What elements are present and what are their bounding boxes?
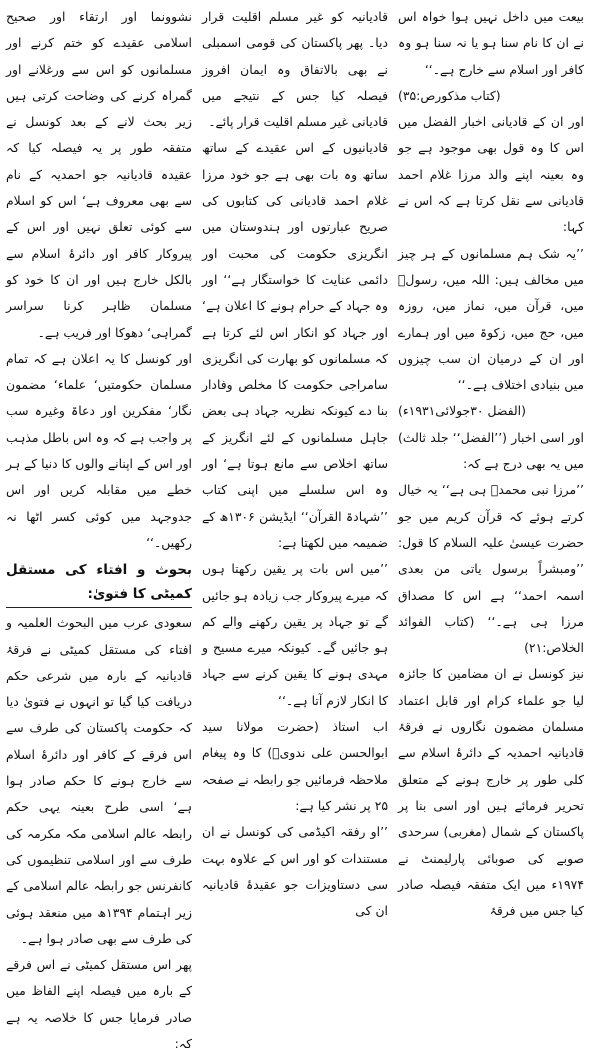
paragraph: اور کونسل کا یہ اعلان ہے کہ تمام مسلمان حکومتیں‘ علماء‘ مضمون نگار‘ مفکرین اور دعاۃ وغیرہ سب پر واجب ہے کہ وہ اس باطل مذہب اور اس کے اپنانے والوں کا دنیا کے ہر خطے میں مقابلہ کریں اور اس جدوجہد میں کوئی کسر اٹھا نہ رکھیں۔‘‘ bbox=[6, 350, 192, 550]
quote-paragraph: ’’او رفقہ اکیڈمی کی کونسل نے ان مستندات کو اور اس کے علاوہ بہت سی دستاویزات جو عقیدۂ قادیانیہ ان کی bbox=[202, 824, 388, 919]
citation: (الفضل ۳۰جولائی۱۹۳۱ء) bbox=[398, 403, 526, 419]
paragraph: قادیانیوں کے اس عقیدے کے ساتھ ساتھ وہ بات بھی ہے جو خود مرزا غلام احمد قادیانی کی کتابوں کی صریح عبارتوں اور ہندوستان میں انگریزی حکومت کی محبت اور دائمی عنایت کا خواستگار ہے‘‘ اور وہ جہاد کے حرام ہونے کا اعلان ہے‘ اور جہاد کو انکار اس لئے کرتا ہے کہ مسلمانوں کو بھارت کی انگریزی سامراجی حکومت کا مخلص وفادار بنا دے کیونکہ نظریہ جہاد ہی بعض جاہل مسلمانوں کے لئے انگریز کے ساتھ اخلاص سے مانع ہوتا ہے‘ اور وہ اس سلسلے میں اپنی کتاب ’’شہادۃ القرآن‘‘ ایڈیشن ۱۳۰۶ھ کے ضمیمہ میں لکھتا ہے: bbox=[202, 140, 388, 550]
paragraph: قادیانیہ کو غیر مسلم اقلیت قرار دیا۔ پھر پاکستان کی قومی اسمبلی نے بھی بالاتفاق وہ ایمان افروز فیصلہ کیا جس کے نتیجے میں قادیانی غیر مسلم اقلیت قرار پائے۔ bbox=[202, 9, 388, 130]
paragraph: اور ان کے قادیانی اخبار الفضل میں اس کا وہ قول بھی موجود ہے جو وہ بعینہ اپنے والد مرزا غلام احمد قادیانی سے نقل کرتا ہے کہ اس نے کہا: bbox=[398, 114, 584, 235]
paragraph: اور اسی اخبار (’’الفضل‘‘ جلد ثالث) میں یہ بھی درج ہے کہ: bbox=[398, 429, 584, 472]
text-column-right bbox=[398, 4, 584, 919]
paragraph: سعودی عرب میں البحوث العلمیہ و افتاء کی مستقل کمیٹی نے فرقۂ قادیانیہ کے بارہ میں شرعی حکم دریافت کیا گیا تو انہوں نے فتویٰ دیا کہ حکومت پاکستان کی طرف سے اس فرقے کے کافر اور دائرۂ اسلام سے خارج ہونے کا حکم صادر ہوا ہے‘ اسی طرح بعینہ یہی حکم رابطہ عالم اسلامی مکہ مکرمہ کی طرف سے اور اسلامی تنظیموں کی کانفرنس جو رابطہ عالم اسلامی کے زیر اہتمام ۱۳۹۴ھ میں منعقد ہوئی کی طرف سے بھی صادر ہوا ہے۔ bbox=[6, 615, 193, 946]
quote-paragraph: ’’مرزا نبی محمدؐ ہی ہے‘‘ یہ خیال کرتے ہوئے کہ قرآن کریم میں جو حضرت عیسیٰ علیہ السلام کا قول: ’’ومبشراً برسول یاتی من بعدی اسمہ احمد‘‘ ہے اس کا مصداق مرزا ہی ہے۔‘‘ (کتاب الفوائد الخلاص:۲۱) bbox=[398, 482, 584, 656]
section-heading: بحوث و افتاء کی مستقل کمیٹی کا فتویٰ: bbox=[6, 558, 192, 608]
paragraph: نیز کونسل نے ان مضامین کا جائزہ لیا جو علماء کرام اور قابل اعتماد مسلمان مضمون نگاروں نے فرقۂ قادیانیہ احمدیہ کے دائرۂ اسلام سے کلی طور پر خارج ہونے کے متعلق تحریر فرمائے ہیں اور اسی بنا پر پاکستان کے شمال (مغربی) سرحدی صوبے کی صوبائی پارلیمنٹ نے ۱۹۷۴ء میں ایک متفقہ فیصلہ صادر کیا جس میں فرقۂ bbox=[398, 666, 584, 919]
text-column-middle bbox=[202, 4, 388, 919]
paragraph: پھر اس مستقل کمیٹی نے اس فرقے کے بارہ میں فیصلہ اپنے الفاظ میں صادر فرمایا جس کا خلاصہ یہ ہے کہ: bbox=[6, 957, 192, 1051]
paragraph: اب استاذ (حضرت مولانا سید ابوالحسن علی ندویؒ) کا وہ پیغام ملاحظہ فرمائیں جو رابطہ نے صفحہ ۲۵ پر نشر کیا ہے: bbox=[202, 719, 388, 813]
citation: (کتاب مذکورص:۳۵) bbox=[398, 87, 501, 103]
quote-paragraph: ’’میں اس بات پر یقین رکھتا ہوں کہ میرے پیروکار جب زیادہ ہو جائیں گے تو جہاد پر یقین رکھنے والے کم ہو جائیں گے۔ کیونکہ میرے مسیح و مہدی ہونے کا یقین کرنے سے جہاد کا انکار لازم آتا ہے۔‘‘ bbox=[202, 561, 388, 708]
quote-paragraph: ’’یہ شک ہم مسلمانوں کے ہر چیز میں مخالف ہیں: اللہ میں، رسولؐ میں، قرآن میں، نماز میں، روزہ میں، حج میں، زکوۃ میں اور ہمارے اور ان کے درمیان ان سب چیزوں میں بنیادی اختلاف ہے۔‘‘ bbox=[398, 245, 584, 393]
paragraph: بیعت میں داخل نہیں ہوا خواہ اس نے ان کا نام سنا ہو یا نہ سنا ہو وہ کافر اور اسلام سے خارج ہے۔‘‘ bbox=[398, 9, 584, 77]
text-column-left bbox=[6, 4, 193, 1051]
paragraph: نشوونما اور ارتقاء اور صحیح اسلامی عقیدے کو ختم کرنے اور مسلمانوں کو اس سے ورغلانے اور گمراہ کرنے کی وضاحت کرتی ہیں زیر بحث لانے کے بعد کونسل نے متفقہ طور پر یہ فیصلہ کیا کہ عقیدہ قادیانیہ جو احمدیہ کے نام سے بھی معروف ہے‘ اس کو اسلام سے کوئی تعلق نہیں اور اس کے پیروکار کافر اور دائرۂ اسلام سے بالکل خارج ہیں اور ان کا خود کو مسلمان ظاہر کرنا سراسر گمراہی‘ دھوکا اور فریب ہے۔ bbox=[6, 9, 192, 340]
